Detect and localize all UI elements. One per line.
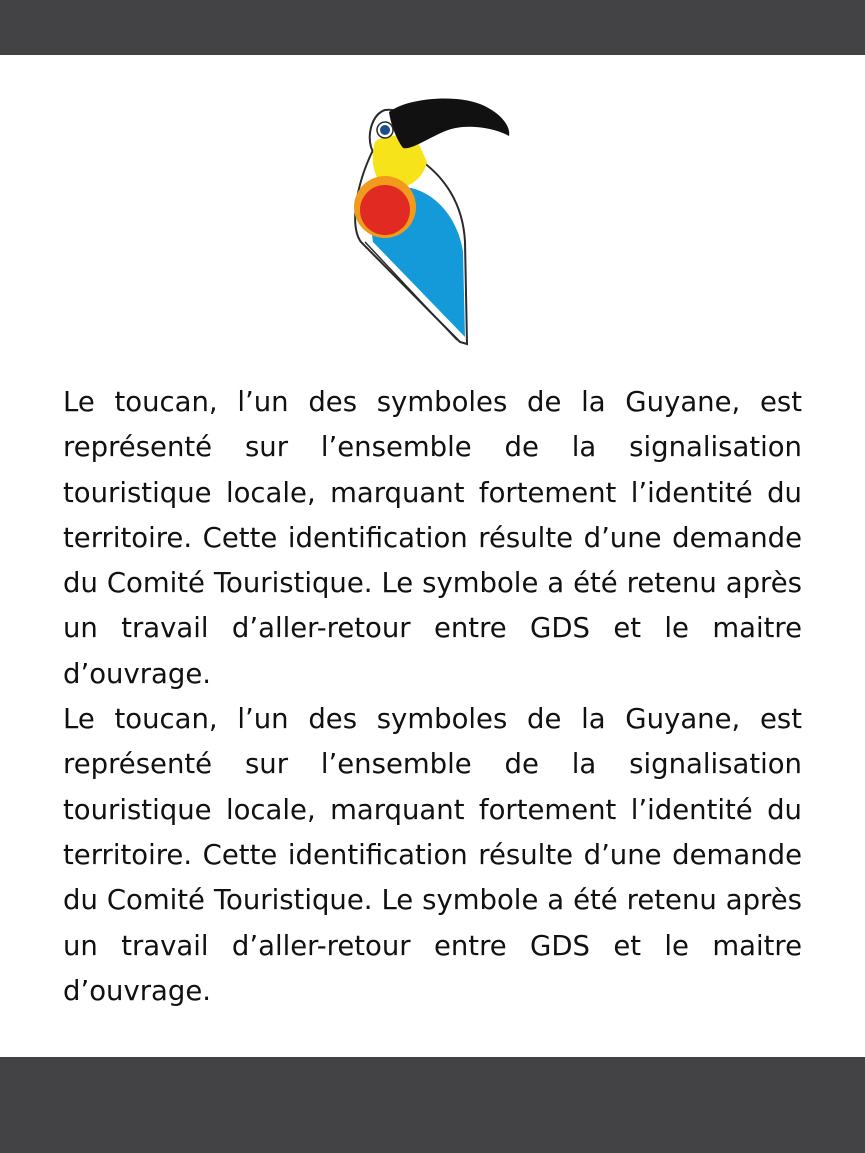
bottom-bar xyxy=(0,1057,865,1153)
toucan-logo xyxy=(345,92,520,347)
toucan-eye xyxy=(380,125,390,135)
paragraph-2: Le toucan, l’un des symboles de la Guyane, est représenté sur l’ensemble de la signalisation touristique locale, marquant fortement l’identité du territoire. Cette identification résulte d’une demande du Comité Touristique. Le symbole a été retenu après un travail d’aller-retour entre GDS et le maitre d’ouvrage. xyxy=(63,703,802,1007)
paragraph-1: Le toucan, l’un des symboles de la Guyane, est représenté sur l’ensemble de la signalisation touristique locale, marquant fortement l’identité du territoire. Cette identification résulte d’une demande du Comité Touristique. Le symbole a été retenu après un travail d’aller-retour entre GDS et le maitre d’ouvrage. xyxy=(63,386,802,690)
toucan-beak xyxy=(389,98,509,148)
toucan-chest xyxy=(360,185,410,235)
top-bar xyxy=(0,0,865,55)
toucan-icon xyxy=(345,92,520,347)
body-text xyxy=(63,380,802,1014)
